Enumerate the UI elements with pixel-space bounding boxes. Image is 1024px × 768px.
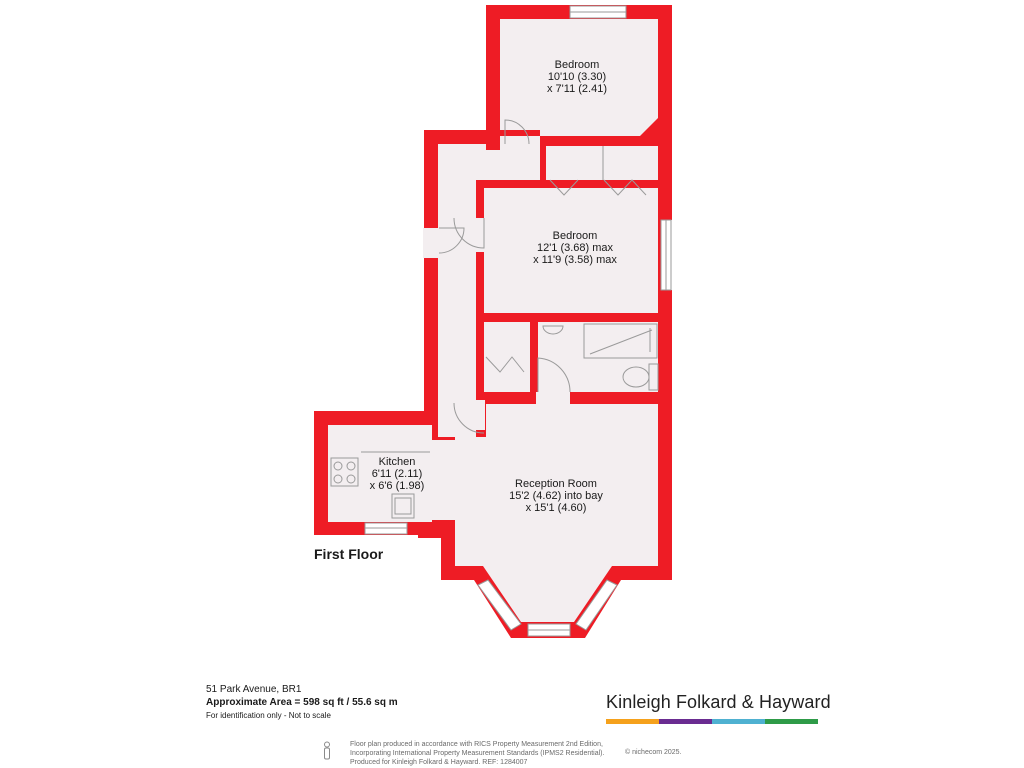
bathroom-door-gap xyxy=(536,392,570,404)
room-dimension: 15'2 (4.62) into bay xyxy=(509,490,603,502)
cupboard-floor xyxy=(484,322,530,395)
room-dimension: x 7'11 (2.41) xyxy=(547,83,607,95)
brand-color-bar xyxy=(606,719,818,724)
room-dimension: x 15'1 (4.60) xyxy=(525,502,587,514)
room-dimension: x 6'6 (1.98) xyxy=(369,480,425,492)
room-dimension: 6'11 (2.11) xyxy=(371,468,423,480)
wall-segment xyxy=(484,392,658,404)
disclaimer-line: Floor plan produced in accordance with RICS Property Measurement 2nd Edition, xyxy=(350,741,603,748)
property-area: Approximate Area = 598 sq ft / 55.6 sq m xyxy=(206,697,398,708)
scale-note: For identification only - Not to scale xyxy=(206,711,331,720)
disclaimer xyxy=(350,740,650,767)
room-name: Reception Room xyxy=(515,478,597,490)
floor-label: First Floor xyxy=(314,546,384,562)
wall-segment xyxy=(486,130,500,150)
kitchen-opening xyxy=(430,440,457,520)
room-name: Bedroom xyxy=(552,230,598,242)
wall-segment xyxy=(540,136,546,180)
bedroom-1-door-gap xyxy=(500,136,540,146)
brand-bar-green xyxy=(765,719,818,724)
wall-segment xyxy=(546,136,658,146)
room-dimension: x 11'9 (3.58) max xyxy=(533,254,617,266)
property-address: 51 Park Avenue, BR1 xyxy=(206,684,302,695)
brand-bar-purple xyxy=(659,719,712,724)
disclaimer-line: Produced for Kinleigh Folkard & Hayward. REF: 1284007 xyxy=(350,759,528,766)
brand-bar-blue xyxy=(712,719,765,724)
agent-logo xyxy=(606,692,831,724)
entrance-door-gap xyxy=(423,228,439,258)
reception-door-gap xyxy=(475,400,485,430)
credit: © nichecom 2025. xyxy=(625,749,682,756)
wardrobe-floor xyxy=(546,146,658,180)
disclaimer-line: Incorporating International Property Measurement Standards (IPMS2 Residential). xyxy=(350,750,605,757)
room-name: Kitchen xyxy=(378,456,416,468)
room-dimension: 12'1 (3.68) max xyxy=(536,242,614,254)
info-person-icon xyxy=(320,741,334,761)
agent-name: Kinleigh Folkard & Hayward xyxy=(606,692,831,712)
room-label-bedroom-1 xyxy=(547,59,607,95)
wall-segment xyxy=(484,313,658,322)
room-dimension: 10'10 (3.30) xyxy=(547,71,607,83)
property-info xyxy=(206,683,398,722)
brand-bar-orange xyxy=(606,719,659,724)
room-name: Bedroom xyxy=(554,59,600,71)
wall-segment xyxy=(530,322,538,395)
bathroom-floor xyxy=(538,322,658,392)
